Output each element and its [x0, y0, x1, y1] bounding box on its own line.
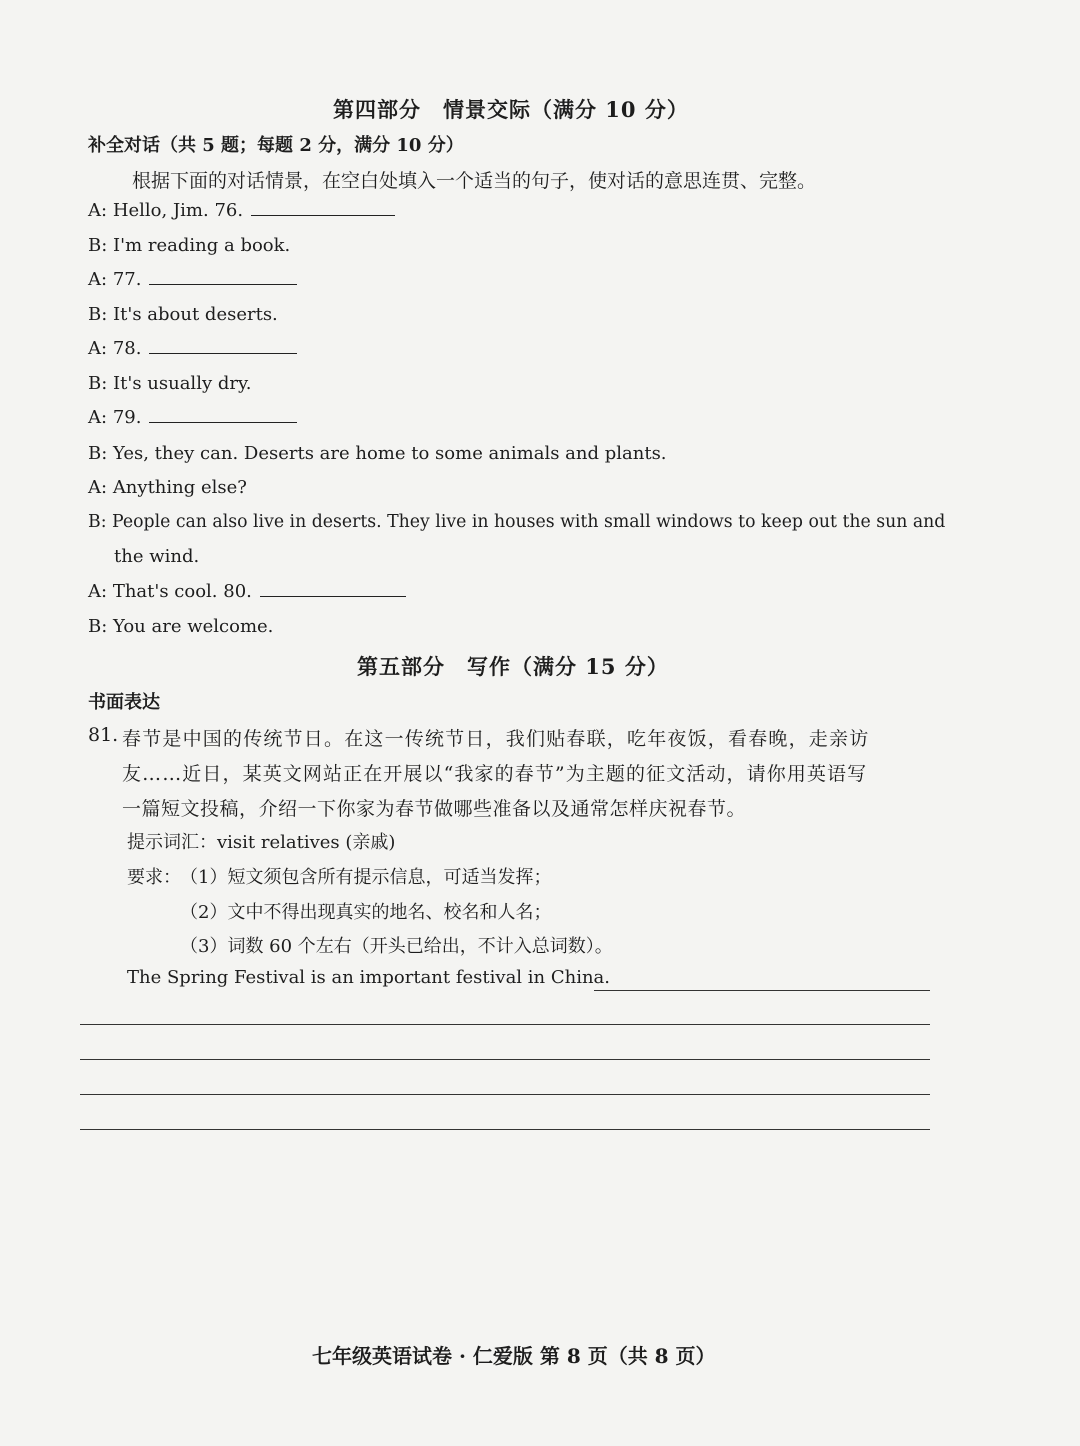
writing-line[interactable]	[80, 1024, 930, 1025]
dialogue-text: You are welcome.	[113, 616, 274, 637]
dialogue-line	[88, 477, 247, 498]
speaker: B:	[88, 512, 107, 532]
part4-subtitle: 补全对话（共 5 题；每题 2 分，满分 10 分）	[88, 135, 464, 156]
requirements-label: 要求：	[127, 867, 181, 888]
speaker: A:	[88, 477, 108, 498]
speaker: B:	[88, 373, 108, 394]
part4-title: 第四部分 情景交际（满分 10 分）	[333, 97, 689, 122]
dialogue-text: That's cool. 80.	[112, 581, 252, 602]
dialogue-line	[88, 443, 667, 464]
writing-line[interactable]	[80, 1059, 930, 1060]
speaker: A:	[88, 200, 108, 221]
answer-blank-79[interactable]	[149, 421, 297, 423]
dialogue-line	[88, 616, 273, 637]
dialogue-line-77	[88, 269, 297, 290]
speaker: A:	[88, 338, 108, 359]
writing-line[interactable]	[80, 1094, 930, 1095]
dialogue-text: It's usually dry.	[113, 373, 252, 394]
hint-vocabulary: 提示词汇：visit relatives (亲戚)	[127, 832, 396, 853]
dialogue-line-76	[88, 200, 395, 221]
dialogue-line	[88, 235, 290, 256]
requirement-1: （1）短文须包含所有提示信息，可适当发挥；	[180, 867, 552, 888]
dialogue-text: People can also live in deserts. They live in houses with small windows to keep out the sun and	[112, 512, 946, 532]
writing-line[interactable]	[594, 990, 930, 991]
part5-subtitle: 书面表达	[88, 692, 160, 713]
dialogue-text: It's about deserts.	[113, 304, 278, 325]
speaker: B:	[88, 235, 108, 256]
question-number: 81.	[88, 724, 119, 746]
speaker: B:	[88, 616, 108, 637]
dialogue-text: Yes, they can. Deserts are home to some animals and plants.	[113, 443, 667, 464]
speaker: A:	[88, 581, 108, 602]
speaker: A:	[88, 269, 108, 290]
speaker: A:	[88, 407, 108, 428]
prompt-line-1: 春节是中国的传统节日。在这一传统节日，我们贴春联，吃年夜饭，看春晚，走亲访	[122, 728, 870, 750]
dialogue-line-79	[88, 407, 297, 428]
dialogue-line	[88, 304, 278, 325]
essay-opening: The Spring Festival is an important festival in China.	[127, 967, 611, 988]
answer-blank-77[interactable]	[149, 283, 297, 285]
part5-title: 第五部分 写作（满分 15 分）	[357, 654, 669, 679]
dialogue-line	[88, 512, 945, 532]
dialogue-text: Hello, Jim. 76.	[112, 200, 244, 221]
answer-blank-76[interactable]	[251, 214, 395, 216]
dialogue-text: Anything else?	[112, 477, 247, 498]
dialogue-text: the wind.	[114, 546, 200, 567]
dialogue-line	[88, 373, 251, 394]
dialogue-line-80	[88, 581, 406, 602]
dialogue-text: 77.	[112, 269, 142, 290]
dialogue-line-78	[88, 338, 297, 359]
requirement-2: （2）文中不得出现真实的地名、校名和人名；	[180, 902, 552, 923]
speaker: B:	[88, 304, 108, 325]
dialogue-text: I'm reading a book.	[113, 235, 291, 256]
part4-instruction: 根据下面的对话情景，在空白处填入一个适当的句子，使对话的意思连贯、完整。	[132, 170, 817, 192]
page-footer: 七年级英语试卷 · 仁爱版 第 8 页（共 8 页）	[312, 1344, 716, 1368]
prompt-line-3: 一篇短文投稿，介绍一下你家为春节做哪些准备以及通常怎样庆祝春节。	[122, 798, 747, 820]
dialogue-text: 79.	[112, 407, 142, 428]
requirement-3: （3）词数 60 个左右（开头已给出，不计入总词数）。	[180, 936, 613, 957]
answer-blank-80[interactable]	[260, 595, 406, 597]
answer-blank-78[interactable]	[149, 352, 297, 354]
dialogue-line-continuation	[114, 546, 199, 567]
prompt-line-2: 友……近日，某英文网站正在开展以“我家的春节”为主题的征文活动，请你用英语写	[122, 763, 868, 785]
writing-line[interactable]	[80, 1129, 930, 1130]
speaker: B:	[88, 443, 108, 464]
dialogue-text: 78.	[112, 338, 142, 359]
